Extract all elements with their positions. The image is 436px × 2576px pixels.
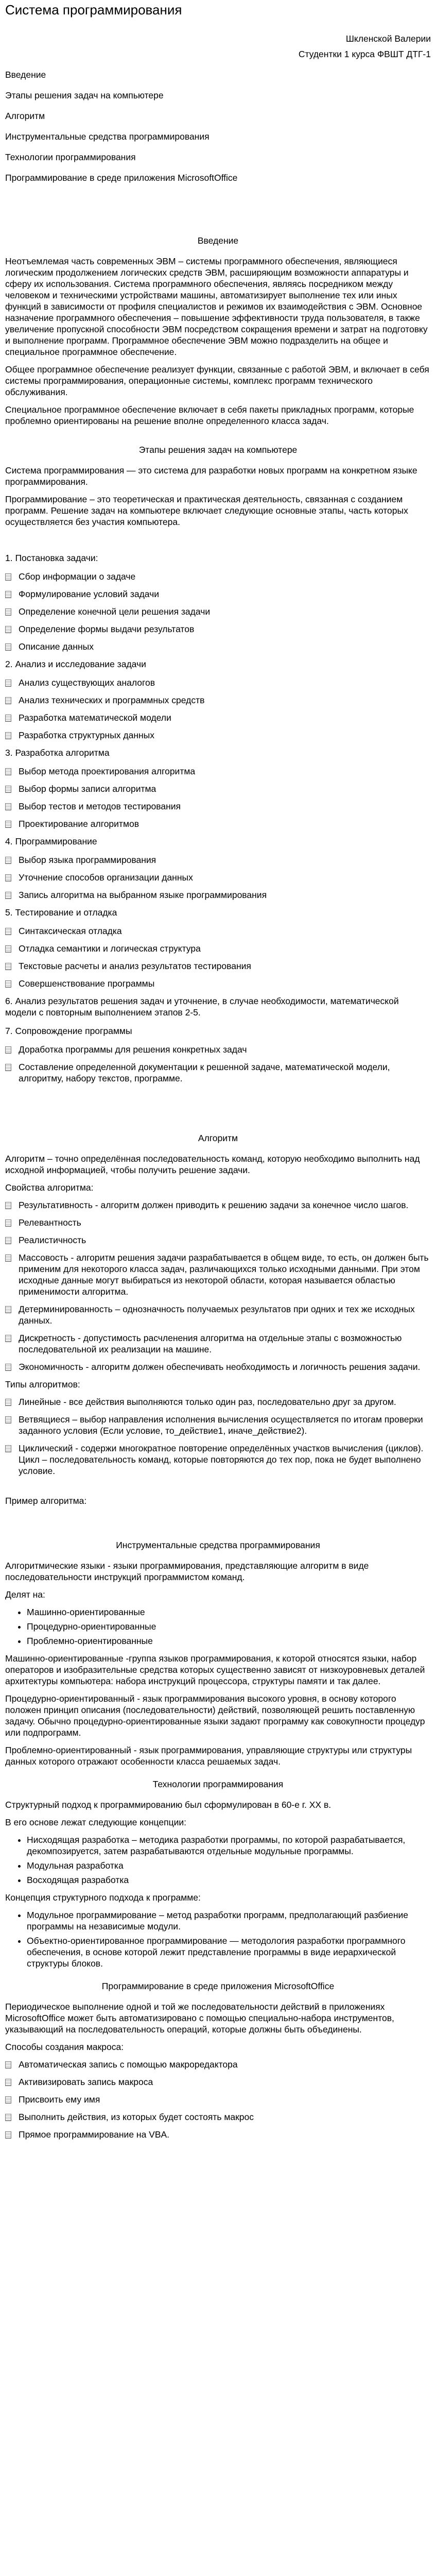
list-item-text: Разработка структурных данных (19, 730, 154, 740)
bullet-box-icon (5, 2096, 11, 2104)
algorithm-type (5, 1396, 431, 1408)
algorithm-props-label: Свойства алгоритма: (5, 1182, 94, 1193)
tools-divide-label: Делят на: (5, 1589, 45, 1600)
stage-heading: 3. Разработка алгоритма (5, 748, 110, 758)
list-item-text: Описание данных (19, 641, 94, 652)
stages-paragraph: Система программирования — это система для разработки новых программ на конкретном языке программирования. (5, 465, 417, 487)
author-line: Шкленской Валерии (345, 33, 431, 44)
list-item-text: Циклический - содержи многократное повторение определённых участков вычисления (циклов). Цикл – последовательность команд, которые повторяются до тех пор, пока не будет выполнено условие. (19, 1443, 424, 1476)
algorithm-type (5, 1414, 431, 1436)
section-heading-algorithm: Алгоритм (198, 1133, 238, 1143)
intro-paragraph: Специальное программное обеспечение включает в себя пакеты прикладных программ, которые проблемно ориентированы на решение вполне определенного класса задач. (5, 404, 414, 426)
algorithm-types-list (5, 1396, 431, 1477)
list-item-text: Сбор информации о задаче (19, 571, 136, 582)
list-item-text: Анализ существующих аналогов (19, 677, 155, 688)
tools-paragraph: Процедурно-ориентированный - язык программирования высокого уровня, в основу которого положен принцип описания (последовательности) действий, позволяющей решить поставленную задачу. Обычно процедурно-ориентированные языки задают программу как совокупности процедур или подпрограмм. (5, 1693, 425, 1738)
stage-substep (5, 978, 431, 989)
list-item-text: Результативность - алгоритм должен приводить к решению задачи за конечное число шагов. (19, 1200, 409, 1210)
stage-substep (5, 588, 431, 600)
stage-substep (5, 925, 431, 937)
toc-item-algorithm[interactable]: Алгоритм (5, 111, 45, 121)
stage-substep (5, 677, 431, 688)
bullet-box-icon (5, 821, 11, 828)
section-heading-technologies: Технологии программирования (152, 1779, 284, 1789)
list-item-text: Детерминированность – однозначность получаемых результатов при одних и тех же исходных данных. (19, 1304, 415, 1326)
section-heading-introduction: Введение (197, 235, 239, 246)
language-kinds-list (5, 1606, 431, 1647)
list-item-text: Формулирование условий задачи (19, 589, 160, 599)
section-heading-stages: Этапы решения задач на компьютере (138, 445, 298, 455)
bullet-box-icon (5, 1364, 11, 1371)
list-item-text: Релевантность (19, 1217, 81, 1228)
list-item-text: Составление определенной документации к решенной задаче, математической модели, алгоритму, набору текстов, программе. (19, 1062, 390, 1083)
list-item-text: Присвоить ему имя (19, 2094, 100, 2105)
bullet-box-icon (5, 1064, 11, 1071)
office-paragraph: Периодическое выполнение одной и той же последовательности действий в приложениях MicrosoftOffice может быть автоматизировано с помощью специально-набора инструментов, указывающий на последовательность операций, которые должны быть объединены. (5, 2002, 394, 2035)
bullet-box-icon (5, 591, 11, 598)
bullet-box-icon (5, 963, 11, 970)
bullet-box-icon (5, 2131, 11, 2139)
list-item-text: Выбор метода проектирования алгоритма (19, 766, 196, 776)
tools-paragraph: Проблемно-ориентированный - язык программирования, управляющие структуры или структуры данных которого отражают особенности класса решаемых задач. (5, 1745, 412, 1767)
list-item-text: Доработка программы для решения конкретных задач (19, 1044, 247, 1055)
list-item-text: Автоматическая запись с помощью макроредактора (19, 2059, 238, 2070)
bullet-box-icon (5, 892, 11, 899)
bullet-box-icon (5, 608, 11, 616)
intro-paragraph: Общее программное обеспечение реализует функции, связанные с работой ЭВМ, и включает в себя системы программирования, операционные системы, комплекс программ технического обслуживания. (5, 364, 429, 397)
stage-heading: 6. Анализ результатов решения задач и уточнение, в случае необходимости, математической модели с повторным выполнением этапов 2-5. (5, 996, 399, 1018)
bullet-box-icon (5, 786, 11, 793)
stage-substep (5, 730, 431, 741)
macro-ways-list (5, 2059, 431, 2140)
list-item-text: Определение конечной цели решения задачи (19, 606, 211, 617)
algorithm-property (5, 1199, 431, 1211)
intro-paragraph: Неотъемлемая часть современных ЭВМ – системы программного обеспечения, являющиеся логическим продолжением логических средств ЭВМ, расширяющим возможности аппаратуры и сферу их использования. Система программного обеспечения, являясь посредником между человеком и техническими устройствами машины, автоматизирует выполнение тех или иных функций в зависимости от профиля специалистов и режимов их взаимодействия с ЭВМ. Основное назначение программного обеспечения – повышение эффективности труда пользователя, в также увеличение пропускной способности ЭВМ посредством сокращения времени и затрат на подготовку и выполнение программ. Программное обеспечение ЭВМ можно подразделить на общее и специальное программное обеспечение. (5, 256, 428, 357)
list-item-text: Текстовые расчеты и анализ результатов тестирования (19, 961, 251, 971)
list-item: • Объектно-ориентированное программирование — методология разработки программного обеспечения, в основе которой лежит представление программы в виде иерархической структуры блоков. (27, 1935, 431, 1969)
bullet-box-icon (5, 1219, 11, 1227)
concepts-list (5, 1834, 431, 1886)
bullet-box-icon (5, 1416, 11, 1423)
stage-substep (5, 960, 431, 972)
bullet-box-icon (5, 1335, 11, 1342)
group-line: Студентки 1 курса ФВШТ ДТГ-1 (298, 49, 431, 59)
stage-substep (5, 943, 431, 954)
list-item-text: Активизировать запись макроса (19, 2077, 153, 2087)
stage-substep (5, 801, 431, 812)
bullet-box-icon (5, 1306, 11, 1313)
algorithm-example-label: Пример алгоритма: (5, 1496, 87, 1506)
list-item-text: Дискретность - допустимость расчленения алгоритма на отдельные этапы с возможностью последовательной их реализации на машине. (19, 1333, 402, 1354)
list-item-text: Ветвящиеся – выбор направления исполнения вычисления осуществляется по итогам проверки заданного условия (Если условие, то_действие1, иначе_действие2). (19, 1414, 423, 1436)
stage-heading: 4. Программирование (5, 836, 97, 846)
list-item: • Модульное программирование – метод разработки программ, предполагающий разбиение программы на независимые модули. (27, 1909, 431, 1932)
algorithm-property (5, 1234, 431, 1246)
bullet-box-icon (5, 803, 11, 810)
list-item-text: Выбор тестов и методов тестирования (19, 801, 181, 811)
macro-way (5, 2111, 431, 2123)
algorithm-properties-list (5, 1199, 431, 1372)
tools-paragraph: Машинно-ориентированные -группа языков программирования, к которой относятся языки, набор операторов и изобразительные средства которых существенно зависят от низкоуровневых деталей архитектуры компьютера: набора инструкций процессора, структуры памяти и так далее. (5, 1653, 425, 1686)
list-item-text: Массовость - алгоритм решения задачи разрабатывается в общем виде, то есть, он должен быть применим для некоторого класса задач, различающихся только исходными данными. При этом исходные данные могут выбираться из некоторой области, которая называется областью применимости алгоритма. (19, 1252, 429, 1297)
list-item-text: Разработка математической модели (19, 713, 171, 723)
list-item-text: Запись алгоритма на выбранном языке программирования (19, 890, 267, 900)
stage-substep (5, 712, 431, 723)
list-item: • Проблемно-ориентированные (27, 1635, 431, 1647)
list-item-text: Экономичность - алгоритм должен обеспечивать необходимость и логичность решения задачи. (19, 1362, 421, 1372)
algorithm-types-label: Типы алгоритмов: (5, 1379, 80, 1389)
toc-item-stages[interactable]: Этапы решения задач на компьютере (5, 90, 164, 100)
tech-paragraph: Концепция структурного подхода к программе: (5, 1892, 201, 1903)
list-item-text: Линейные - все действия выполняются только один раз, последовательно друг за другом. (19, 1397, 396, 1407)
bullet-box-icon (5, 1046, 11, 1054)
toc-item-tools[interactable]: Инструментальные средства программирования (5, 131, 210, 142)
macro-way (5, 2059, 431, 2070)
stages-list (5, 552, 431, 1084)
macro-way (5, 2076, 431, 2088)
stage-substep (5, 872, 431, 883)
list-item: • Восходящая разработка (27, 1874, 431, 1886)
bullet-box-icon (5, 945, 11, 953)
stage-heading: 1. Постановка задачи: (5, 553, 98, 563)
bullet-box-icon (5, 928, 11, 935)
office-paragraph: Способы создания макроса: (5, 2042, 124, 2052)
list-item-text: Прямое программирование на VBA. (19, 2129, 170, 2140)
stage-heading: 7. Сопровождение программы (5, 1026, 132, 1036)
algorithm-intro: Алгоритм – точно определённая последовательность команд, которую необходимо выполнить над исходной информацией, чтобы получить решение задачи. (5, 1154, 420, 1175)
stage-substep (5, 641, 431, 652)
stage-substep (5, 623, 431, 635)
bullet-box-icon (5, 1237, 11, 1244)
macro-way (5, 2129, 431, 2140)
stages-paragraph: Программирование – это теоретическая и практическая деятельность, связанная с созданием программ. Решение задач на компьютере включает следующие основные этапы, часть которых осуществляется без участия компьютера. (5, 494, 408, 527)
bullet-box-icon (5, 573, 11, 581)
bullet-box-icon (5, 1399, 11, 1406)
bullet-box-icon (5, 2114, 11, 2121)
table-of-contents (5, 69, 431, 183)
stage-substep (5, 571, 431, 582)
bullet-box-icon (5, 1445, 11, 1452)
bullet-box-icon (5, 697, 11, 704)
bullet-box-icon (5, 643, 11, 651)
stage-substep (5, 694, 431, 706)
algorithm-property (5, 1217, 431, 1228)
list-item: • Процедурно-ориентированные (27, 1621, 431, 1632)
concepts-list-2 (5, 1909, 431, 1969)
algorithm-property (5, 1332, 431, 1355)
section-heading-office: Программирование в среде приложения MicrosoftOffice (101, 1981, 335, 1991)
bullet-box-icon (5, 715, 11, 722)
bullet-box-icon (5, 2061, 11, 2069)
toc-item-office[interactable]: Программирование в среде приложения MicrosoftOffice (5, 173, 238, 183)
section-heading-tools: Инструментальные средства программирования (116, 1540, 320, 1550)
bullet-box-icon (5, 1255, 11, 1262)
bullet-box-icon (5, 1202, 11, 1209)
list-item-text: Синтаксическая отладка (19, 926, 122, 936)
algorithm-property (5, 1252, 431, 1297)
document-title: Система программирования (5, 2, 182, 18)
stage-heading: 2. Анализ и исследование задачи (5, 659, 146, 669)
bullet-box-icon (5, 626, 11, 633)
list-item-text: Совершенствование программы (19, 978, 155, 989)
stage-substep (5, 606, 431, 617)
algorithm-type (5, 1443, 431, 1477)
list-item-text: Выполнить действия, из которых будет состоять макрос (19, 2112, 254, 2122)
list-item-text: Выбор формы записи алгоритма (19, 784, 156, 794)
macro-way (5, 2094, 431, 2105)
stage-substep (5, 766, 431, 777)
bullet-box-icon (5, 874, 11, 882)
list-item: • Машинно-ориентированные (27, 1606, 431, 1618)
bullet-box-icon (5, 2079, 11, 2086)
toc-item-technologies[interactable]: Технологии программирования (5, 152, 136, 162)
tools-paragraph: Алгоритмические языки - языки программирования, представляющие алгоритм в виде последовательности инструкций программистом команд. (5, 1561, 369, 1582)
stage-substep (5, 889, 431, 901)
bullet-box-icon (5, 768, 11, 775)
stage-substep (5, 1044, 431, 1055)
stage-substep (5, 783, 431, 794)
stage-substep (5, 854, 431, 866)
toc-item-introduction[interactable]: Введение (5, 70, 46, 80)
list-item-text: Определение формы выдачи результатов (19, 624, 195, 634)
list-item-text: Анализ технических и программных средств (19, 695, 205, 705)
bullet-box-icon (5, 680, 11, 687)
list-item: • Нисходящая разработка – методика разработки программы, по которой разрабатывается, декомпозируется, затем разрабатываются отдельные модульные программы. (27, 1834, 431, 1857)
stage-heading: 5. Тестирование и отладка (5, 907, 117, 918)
list-item-text: Реалистичность (19, 1235, 86, 1245)
stage-substep (5, 1061, 431, 1084)
tech-paragraph: Структурный подход к программированию был сформулирован в 60-е г. ХХ в. (5, 1800, 332, 1810)
tech-paragraph: В его основе лежат следующие концепции: (5, 1817, 186, 1827)
list-item: • Модульная разработка (27, 1860, 431, 1871)
list-item-text: Проектирование алгоритмов (19, 819, 139, 829)
bullet-box-icon (5, 857, 11, 864)
list-item-text: Выбор языка программирования (19, 855, 156, 865)
bullet-box-icon (5, 732, 11, 739)
algorithm-property (5, 1303, 431, 1326)
bullet-box-icon (5, 980, 11, 988)
algorithm-property (5, 1361, 431, 1372)
stage-substep (5, 818, 431, 829)
list-item-text: Отладка семантики и логическая структура (19, 943, 201, 954)
list-item-text: Уточнение способов организации данных (19, 872, 193, 883)
